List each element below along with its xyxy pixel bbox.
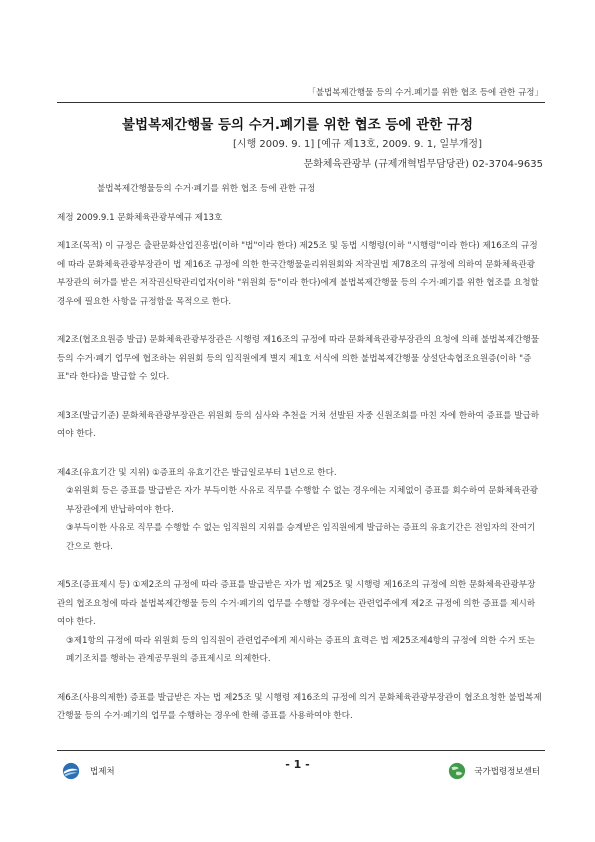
body-heading: 불법복제간행물등의 수거·폐기를 위한 협조 등에 관한 규정 — [97, 184, 316, 194]
enacted-line: 제정 2009.9.1 문화체육관광부예규 제13호 — [57, 212, 223, 223]
article-4-paragraph-1: 제4조(유효기간 및 지위) ①증표의 유효기간은 발급일로부터 1년으로 한다. — [57, 467, 337, 478]
globe-logo-icon — [448, 762, 466, 780]
footer-right-label: 국가법령정보센터 — [474, 767, 540, 777]
document-title: 불법복제간행물 등의 수거.폐기를 위한 협조 등에 관한 규정 — [121, 117, 473, 133]
header-rule — [57, 102, 545, 103]
article-6: 제6조(사용의제한) 증표를 발급받은 자는 법 제25조 및 시행령 제16조의 규정에 의거 문화체육관광부장관이 협조요청한 불법복제간행물 등의 수거·폐기의 업무를 수행하는 경우에 한해 증표를 사용하여야 한다. — [57, 692, 542, 721]
article-3: 제3조(발급기준) 문화체육관광부장관은 위원회 등의 심사와 추천을 거쳐 선발된 자중 신원조회를 마친 자에 한하여 증표를 발급하여야 한다. — [57, 410, 540, 439]
article-4-paragraph-3: ③부득이한 사유로 직무를 수행할 수 없는 임직원의 지위를 승계받은 임직원에게 발급하는 증표의 유효기간은 전임자의 잔여기간으로 한다. — [66, 523, 536, 552]
article-4-paragraph-2: ②위원회 등은 증표를 발급받은 자가 부득이한 사유로 직무를 수행할 수 없는 경우에는 지체없이 증표를 회수하여 문화체육관광부장관에게 반납하여야 한다. — [66, 486, 539, 515]
footer-right — [448, 762, 540, 780]
running-header: 「불법복제간행물 등의 수거.폐기를 위한 협조 등에 관한 규정」 — [307, 88, 543, 98]
article-5-paragraph-1: 제5조(증표제시 등) ①제2조의 규정에 따라 증표를 발급받은 자가 법 제25조 및 시행령 제16조의 규정에 의한 문화체육관광부장관의 협조요청에 따라 불법복제간행물 등의 수거·폐기의 업무를 수행할 경우에는 관련업주에게 제2조 규정에 의한 증표를 제시하여야 한다. — [57, 580, 536, 627]
enactment-info: [시행 2009. 9. 1] [예규 제13호, 2009. 9. 1, 일부개정] — [233, 139, 482, 150]
article-1: 제1조(목적) 이 규정은 출판문화산업진흥법(이하 "법"이라 한다) 제25조 및 동법 시행령(이하 "시행령"이라 한다) 제16조의 규정에 따라 문화체육관광부장관이 법 제16조 규정에 의한 한국간행물윤리위원회와 저작권법 제78조의 규정에 의하여 문화체육관광부장관의 허가를 받은 저작권신탁관리업자(이하 "위원회 등"이라 한다)에게 불법복제간행물 등의 수거·폐기를 위한 협조를 요청할 경우에 필요한 사항을 규정함을 목적으로 한다. — [57, 241, 539, 307]
footer-rule — [57, 750, 545, 751]
article-2: 제2조(협조요원증 발급) 문화체육관광부장관은 시행령 제16조의 규정에 따라 문화체육관광부장관의 요청에 의해 불법복제간행물등의 수거·폐기 업무에 협조하는 위원회 등의 임직원에게 별지 제1호 서식에 의한 불법복제간행물 상설단속협조요원증(이하 "증표"라 한다)을 발급할 수 있다. — [57, 335, 540, 382]
ministry-contact: 문화체육관광부 (규제개혁법무담당관) 02-3704-9635 — [303, 159, 543, 170]
page-number: - 1 - — [285, 758, 310, 771]
footer-left-label: 법제처 — [90, 767, 115, 777]
article-5-paragraph-2: ③제1항의 규정에 따라 위원회 등의 임직원이 관련업주에게 제시하는 증표의 효력은 법 제25조제4항의 규정에 의한 수거 또는 폐기조치를 행하는 관계공무원의 증표제시로 의제한다. — [66, 635, 536, 664]
document-body — [57, 180, 543, 726]
